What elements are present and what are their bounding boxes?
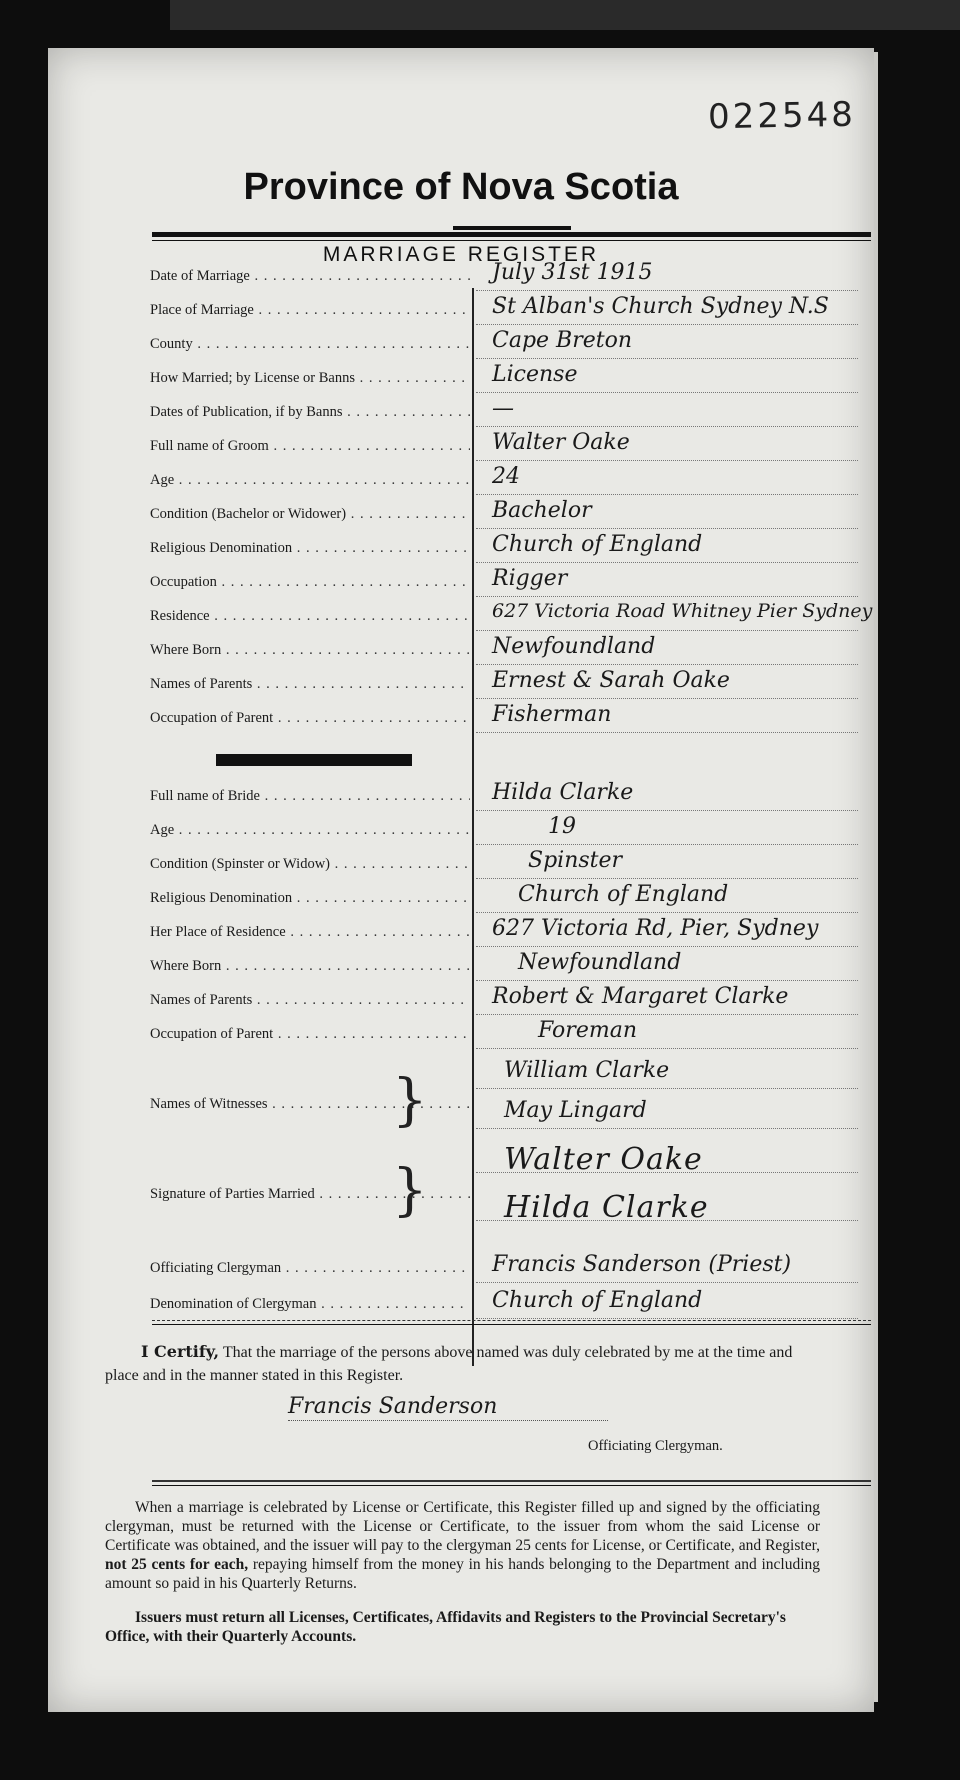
field-groom-where-born: [48, 634, 874, 668]
field-label: Where Born . . .: [150, 642, 470, 659]
film-strip-edge: [170, 0, 960, 30]
section-separator-bar: [216, 754, 412, 766]
field-label: Dates of Publication, if by Banns . . .: [150, 404, 470, 421]
form-subtitle: MARRIAGE REGISTER: [322, 243, 600, 266]
field-value: July 31st 1915: [492, 260, 653, 285]
instructions-emphasis: not 25 cents for each,: [105, 1556, 249, 1573]
field-bride-parents: [48, 984, 874, 1018]
field-value: Newfoundland: [492, 634, 656, 659]
field-value: Ernest & Sarah Oake: [492, 668, 730, 693]
field-dotted-line: [476, 732, 858, 733]
field-dates-of-publication: [48, 396, 874, 430]
field-bride-residence: [48, 916, 874, 950]
field-dotted-line: [476, 596, 858, 597]
field-label: Occupation of Parent . . .: [150, 1026, 470, 1043]
field-value: 627 Victoria Road Whitney Pier Sydney: [492, 600, 873, 622]
field-value: May Lingard: [504, 1098, 647, 1123]
field-dotted-line: [476, 528, 858, 529]
field-value: 19: [548, 814, 576, 839]
field-groom-age: [48, 464, 874, 498]
field-date-of-marriage: [48, 260, 874, 294]
witness-1: [48, 1058, 874, 1092]
brace-witnesses: }: [392, 1068, 428, 1133]
field-value: Hilda Clarke: [504, 1190, 709, 1225]
field-groom-parents: [48, 668, 874, 702]
field-label: Condition (Bachelor or Widower) . . .: [150, 506, 470, 523]
field-label: Where Born . . .: [150, 958, 470, 975]
header-rule-thick: [152, 232, 871, 237]
field-label: Condition (Spinster or Widow) . . .: [150, 856, 470, 873]
signature-caption: Officiating Clergyman.: [588, 1438, 723, 1454]
field-value: Walter Oake: [492, 430, 630, 455]
field-dotted-line: [476, 1220, 858, 1221]
field-label: Denomination of Clergyman . . .: [150, 1296, 470, 1313]
field-value: Hilda Clarke: [492, 780, 634, 805]
field-groom-residence: [48, 600, 874, 634]
title-rule: [453, 226, 571, 230]
instructions-text-b: repaying himself from the money in his hands belonging to the Department and including amount so paid in his Quarterly Returns.: [105, 1556, 821, 1592]
field-groom-parent-occupation: [48, 702, 874, 736]
field-dotted-line: [476, 1048, 858, 1049]
field-value: Robert & Margaret Clarke: [492, 984, 789, 1009]
field-label: Age . . .: [150, 472, 470, 489]
field-dotted-line: [476, 698, 858, 699]
field-label: Date of Marriage . . .: [150, 268, 470, 285]
register-number-stamp: 022548: [707, 94, 857, 138]
field-value: Francis Sanderson (Priest): [492, 1252, 792, 1277]
field-dotted-line: [476, 358, 858, 359]
instructions-text-a: When a marriage is celebrated by License or Certificate, this Register filled up and signed by the officiating clergyman, must be returned with the License or Certificate, to the issuer from whom the said License or Certificate was obtained, and the issuer will pay to the clergyman 25 cents for License, or Certificate, and Register,: [105, 1499, 820, 1554]
instructions-paragraph: [105, 1498, 820, 1593]
issuers-notice: Issuers must return all Licenses, Certificates, Affidavits and Registers to the Provincial Secretary's Office, with their Quarterly Accounts.: [105, 1609, 786, 1645]
field-value: Spinster: [528, 848, 623, 873]
field-label: Occupation of Parent . . .: [150, 710, 470, 727]
field-value: Bachelor: [492, 498, 592, 523]
field-bride-parent-occupation: [48, 1018, 874, 1052]
footnote-rule-bottom: [152, 1485, 871, 1486]
field-groom-name: [48, 430, 874, 464]
field-dotted-line: [476, 460, 858, 461]
certification-text: [105, 1340, 820, 1387]
field-value: Church of England: [518, 882, 729, 907]
field-label: Her Place of Residence . . .: [150, 924, 470, 941]
field-dotted-line: [476, 664, 858, 665]
field-dotted-line: [476, 1014, 858, 1015]
field-value: St Alban's Church Sydney N.S: [492, 294, 829, 319]
field-label: Names of Parents . . .: [150, 676, 470, 693]
field-value: Foreman: [538, 1018, 637, 1043]
field-value: 24: [492, 464, 520, 489]
signature-bride: [48, 1190, 874, 1224]
field-dotted-line: [476, 630, 858, 631]
field-value: Newfoundland: [518, 950, 682, 975]
certify-rule-top: [152, 1320, 871, 1322]
field-label: Names of Witnesses . . .: [150, 1096, 470, 1113]
field-bride-where-born: [48, 950, 874, 984]
field-dotted-line: [476, 1088, 858, 1089]
field-officiating-clergyman: [48, 1252, 874, 1286]
field-how-married: [48, 362, 874, 396]
certify-body: That the marriage of the persons above named was duly celebrated by me at the time and place and in the manner stated in this Register.: [105, 1344, 793, 1384]
field-value: —: [492, 396, 514, 421]
field-dotted-line: [476, 1318, 858, 1319]
field-label: Full name of Bride . . .: [150, 788, 470, 805]
field-label: Residence . . .: [150, 608, 470, 625]
field-groom-condition: [48, 498, 874, 532]
field-label: Occupation . . .: [150, 574, 470, 591]
field-dotted-line: [476, 844, 858, 845]
field-groom-religion: [48, 532, 874, 566]
field-dotted-line: [476, 290, 858, 291]
register-form: [48, 48, 874, 1712]
field-bride-age: [48, 814, 874, 848]
field-dotted-line: [476, 810, 858, 811]
field-dotted-line: [476, 494, 858, 495]
certify-lead: I Certify,: [141, 1342, 220, 1361]
field-label: Religious Denomination . . .: [150, 540, 470, 557]
witness-2: [48, 1098, 874, 1132]
field-dotted-line: [476, 392, 858, 393]
field-bride-religion: [48, 882, 874, 916]
field-label: Age . . .: [150, 822, 470, 839]
field-value: Fisherman: [492, 702, 612, 727]
brace-signatures: }: [392, 1158, 428, 1223]
field-label: How Married; by License or Banns . . .: [150, 370, 470, 387]
field-county: [48, 328, 874, 362]
field-dotted-line: [476, 324, 858, 325]
field-dotted-line: [476, 426, 858, 427]
field-label: Place of Marriage . . .: [150, 302, 470, 319]
field-dotted-line: [476, 980, 858, 981]
signature-groom: [48, 1142, 874, 1176]
field-dotted-line: [476, 1172, 858, 1173]
field-bride-condition: [48, 848, 874, 882]
field-dotted-line: [476, 562, 858, 563]
field-clergy-denomination: [48, 1288, 874, 1322]
field-value: License: [492, 362, 578, 387]
field-value: Rigger: [492, 566, 568, 591]
field-groom-occupation: [48, 566, 874, 600]
field-value: Church of England: [492, 1288, 703, 1313]
footnote-rule-top: [152, 1480, 871, 1482]
signature-dotted-line: [288, 1420, 608, 1421]
field-value: William Clarke: [504, 1058, 670, 1083]
field-dotted-line: [476, 912, 858, 913]
field-dotted-line: [476, 1282, 858, 1283]
field-dotted-line: [476, 878, 858, 879]
field-value: 627 Victoria Rd, Pier, Sydney: [492, 916, 819, 941]
field-label: Full name of Groom . . .: [150, 438, 470, 455]
certify-rule-bottom: [152, 1324, 871, 1325]
field-value: Cape Breton: [492, 328, 633, 353]
clergy-signature: Francis Sanderson: [288, 1394, 498, 1419]
field-label: Signature of Parties Married . . .: [150, 1186, 470, 1203]
field-label: Religious Denomination . . .: [150, 890, 470, 907]
field-place-of-marriage: [48, 294, 874, 328]
field-bride-name: [48, 780, 874, 814]
field-dotted-line: [476, 946, 858, 947]
field-value: Church of England: [492, 532, 703, 557]
field-value: Walter Oake: [504, 1142, 703, 1177]
field-label: Names of Parents . . .: [150, 992, 470, 1009]
header-rule-thin: [152, 240, 871, 241]
field-label: Officiating Clergyman . . .: [150, 1260, 470, 1277]
field-label: County . . .: [150, 336, 470, 353]
field-dotted-line: [476, 1128, 858, 1129]
page-title: Province of Nova Scotia: [243, 166, 679, 208]
